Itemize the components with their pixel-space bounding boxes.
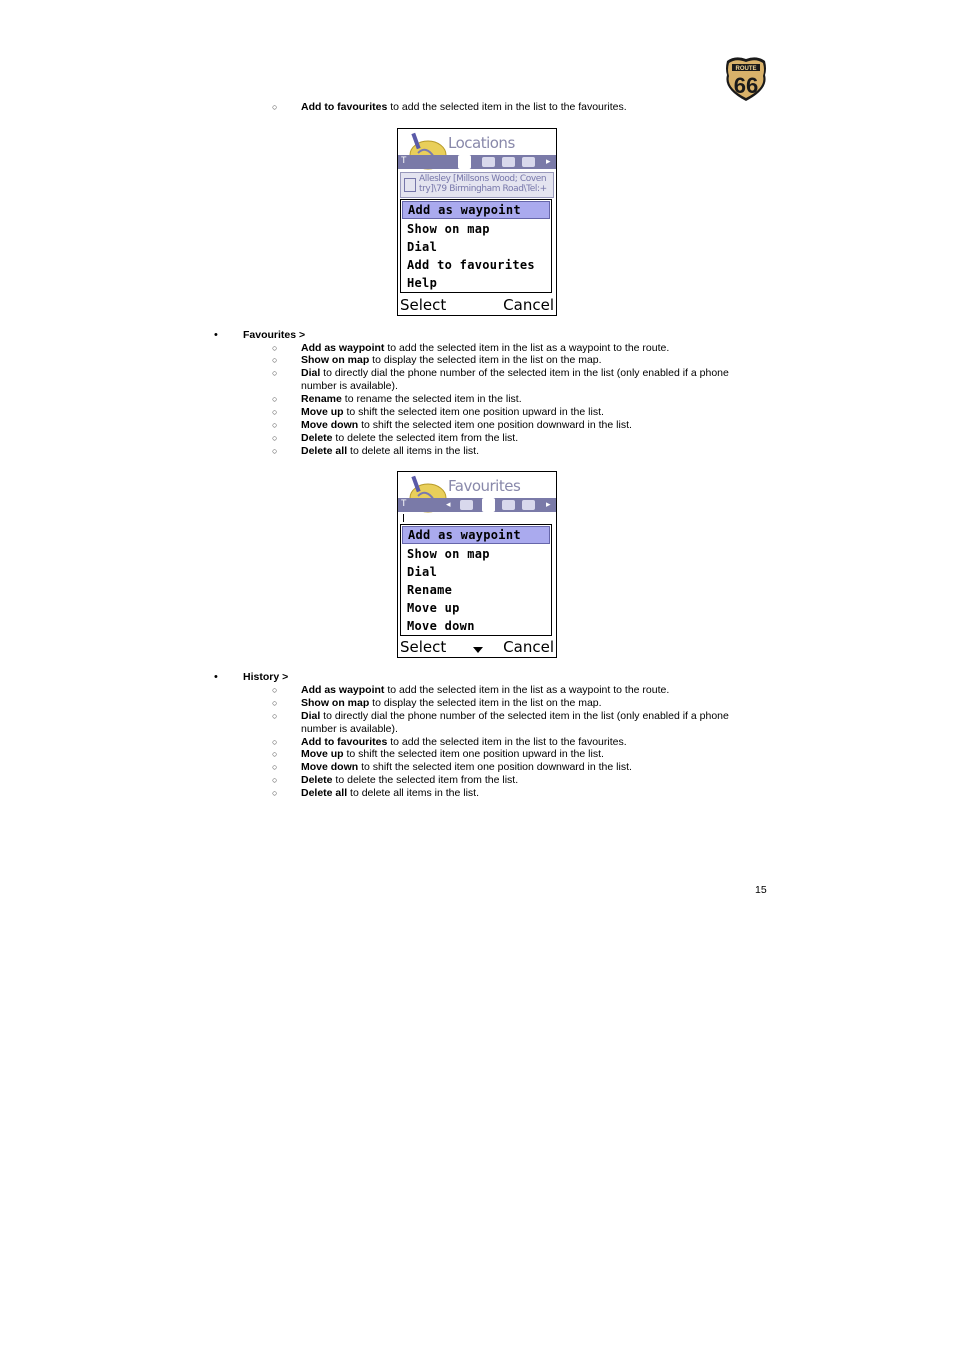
sub-bullet-icon: ○	[272, 788, 278, 798]
tab-other[interactable]	[522, 500, 535, 510]
sub-bullet-icon: ○	[272, 355, 278, 365]
menu-item-dial[interactable]: Dial	[407, 565, 438, 579]
tab-locations[interactable]	[460, 500, 473, 510]
location-info: Allesley [Millsons Wood; Coven try]\79 Birmingham Road\Tel:+	[400, 172, 554, 198]
hist-item-delete: Delete to delete the selected item from the list.	[301, 774, 519, 786]
bullet-icon: •	[214, 329, 218, 341]
tab-favourites[interactable]	[482, 498, 495, 512]
sub-bullet-icon: ○	[272, 102, 278, 112]
fav-item-dial: Dial to directly dial the phone number of the selected item in the list (only enabled if a phone	[301, 367, 729, 379]
fav-item-dial-cont: number is available).	[301, 380, 398, 392]
arrow-right-icon[interactable]: ▸	[546, 499, 551, 509]
sub-bullet-icon: ○	[272, 711, 278, 721]
menu-item-add-as-waypoint[interactable]: Add as waypoint	[402, 201, 550, 219]
options-menu[interactable]	[400, 524, 552, 636]
hist-item-dial-cont: number is available).	[301, 723, 398, 735]
tab-history[interactable]	[502, 157, 515, 167]
menu-item-help[interactable]: Help	[407, 276, 438, 290]
screen-title: Locations	[448, 134, 515, 152]
menu-item-move-up[interactable]: Move up	[407, 601, 460, 615]
sub-bullet-icon: ○	[272, 446, 278, 456]
hist-item-show-on-map: Show on map to display the selected item in the list on the map.	[301, 697, 602, 709]
intro-item: Add to favourites to add the selected item in the list to the favourites.	[301, 101, 627, 113]
sub-bullet-icon: ○	[272, 737, 278, 747]
sub-bullet-icon: ○	[272, 343, 278, 353]
page-number: 15	[755, 884, 767, 896]
locations-screenshot	[397, 128, 557, 316]
history-heading: History >	[243, 671, 289, 683]
menu-item-add-as-waypoint[interactable]: Add as waypoint	[402, 526, 550, 544]
tab-locations[interactable]	[458, 155, 471, 169]
hist-item-delete-all: Delete all to delete all items in the list.	[301, 787, 480, 799]
cancel-softkey[interactable]: Cancel	[503, 638, 554, 656]
hist-item-add-to-favourites: Add to favourites to add the selected item in the list to the favourites.	[301, 736, 627, 748]
fav-item-add-as-waypoint: Add as waypoint to add the selected item in the list as a waypoint to the route.	[301, 342, 670, 354]
favourites-screenshot	[397, 471, 557, 658]
sub-bullet-icon: ○	[272, 394, 278, 404]
tab-bar[interactable]	[398, 498, 556, 512]
sub-bullet-icon: ○	[272, 368, 278, 378]
menu-item-dial[interactable]: Dial	[407, 240, 438, 254]
fav-item-delete-all: Delete all to delete all items in the list.	[301, 445, 480, 457]
arrow-right-icon[interactable]: ▸	[546, 156, 551, 166]
fav-item-delete: Delete to delete the selected item from the list.	[301, 432, 519, 444]
scroll-down-icon	[473, 647, 483, 653]
svg-text:ROUTE: ROUTE	[735, 66, 757, 72]
route66-logo	[723, 55, 769, 103]
sub-bullet-icon: ○	[272, 698, 278, 708]
text-cursor	[403, 514, 404, 522]
sub-bullet-icon: ○	[272, 685, 278, 695]
sub-bullet-icon: ○	[272, 775, 278, 785]
select-softkey[interactable]: Select	[400, 296, 447, 314]
hist-item-dial: Dial to directly dial the phone number of the selected item in the list (only enabled if a phone	[301, 710, 729, 722]
screen-title: Favourites	[448, 477, 521, 495]
building-icon	[404, 178, 416, 192]
tab-other[interactable]	[522, 157, 535, 167]
t-icon: T	[401, 155, 407, 165]
tab-favourites[interactable]	[482, 157, 495, 167]
menu-item-move-down[interactable]: Move down	[407, 619, 475, 633]
arrow-left-icon[interactable]: ◂	[446, 499, 451, 509]
fav-item-move-up: Move up to shift the selected item one position upward in the list.	[301, 406, 604, 418]
fav-item-rename: Rename to rename the selected item in the list.	[301, 393, 522, 405]
tab-bar[interactable]	[398, 155, 556, 169]
sub-bullet-icon: ○	[272, 749, 278, 759]
fav-item-show-on-map: Show on map to display the selected item in the list on the map.	[301, 354, 602, 366]
sub-bullet-icon: ○	[272, 407, 278, 417]
hist-item-add-as-waypoint: Add as waypoint to add the selected item in the list as a waypoint to the route.	[301, 684, 670, 696]
tab-history[interactable]	[502, 500, 515, 510]
t-icon: T	[401, 498, 407, 508]
menu-item-rename[interactable]: Rename	[407, 583, 453, 597]
favourites-heading: Favourites >	[243, 329, 306, 341]
bullet-icon: •	[214, 671, 218, 683]
menu-item-show-on-map[interactable]: Show on map	[407, 547, 490, 561]
hist-item-move-up: Move up to shift the selected item one position upward in the list.	[301, 748, 604, 760]
cancel-softkey[interactable]: Cancel	[503, 296, 554, 314]
sub-bullet-icon: ○	[272, 762, 278, 772]
hist-item-move-down: Move down to shift the selected item one position downward in the list.	[301, 761, 632, 773]
menu-item-add-to-favourites[interactable]: Add to favourites	[407, 258, 535, 272]
fav-item-move-down: Move down to shift the selected item one position downward in the list.	[301, 419, 632, 431]
options-menu[interactable]	[400, 199, 552, 293]
menu-item-show-on-map[interactable]: Show on map	[407, 222, 490, 236]
svg-text:66: 66	[733, 73, 759, 98]
sub-bullet-icon: ○	[272, 433, 278, 443]
sub-bullet-icon: ○	[272, 420, 278, 430]
select-softkey[interactable]: Select	[400, 638, 447, 656]
